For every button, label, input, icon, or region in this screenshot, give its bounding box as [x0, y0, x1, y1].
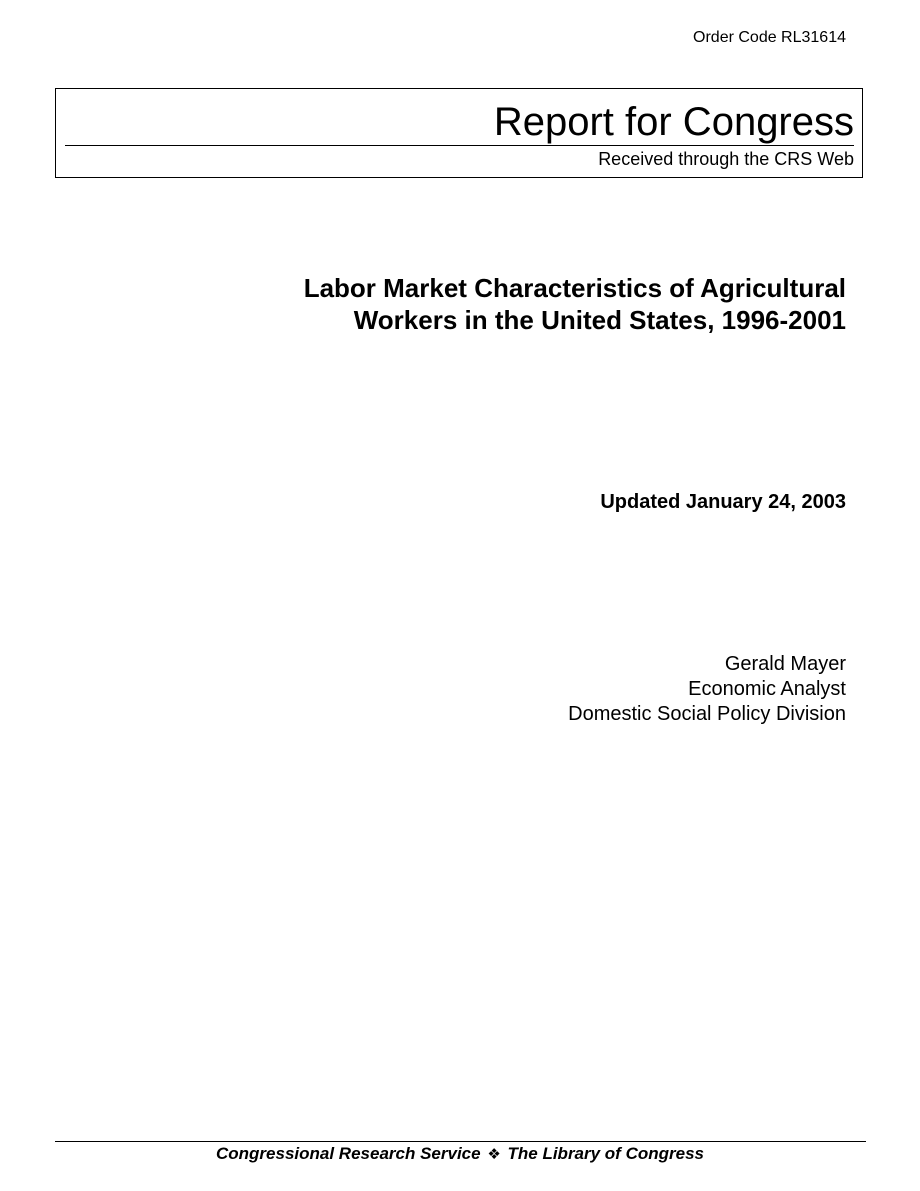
document-title-line-1: Labor Market Characteristics of Agricultural	[303, 273, 846, 303]
report-header-box	[55, 88, 863, 178]
footer	[0, 1143, 920, 1165]
author-position: Economic Analyst	[688, 678, 846, 700]
updated-date: Updated January 24, 2003	[600, 491, 846, 513]
author-division: Domestic Social Policy Division	[568, 703, 846, 725]
author-name: Gerald Mayer	[724, 653, 846, 675]
four-diamond-icon: ❖	[487, 1145, 501, 1163]
footer-library: The Library of Congress	[507, 1144, 704, 1163]
footer-divider	[55, 1141, 866, 1142]
author-block	[568, 652, 846, 727]
footer-crs: Congressional Research Service	[216, 1144, 481, 1163]
document-title-line-2: Workers in the United States, 1996-2001	[353, 305, 846, 335]
report-subtitle: Received through the CRS Web	[598, 149, 854, 169]
report-title: Report for Congress	[493, 100, 854, 144]
document-title	[304, 272, 846, 336]
order-code: Order Code RL31614	[693, 29, 846, 46]
report-divider	[65, 145, 854, 146]
